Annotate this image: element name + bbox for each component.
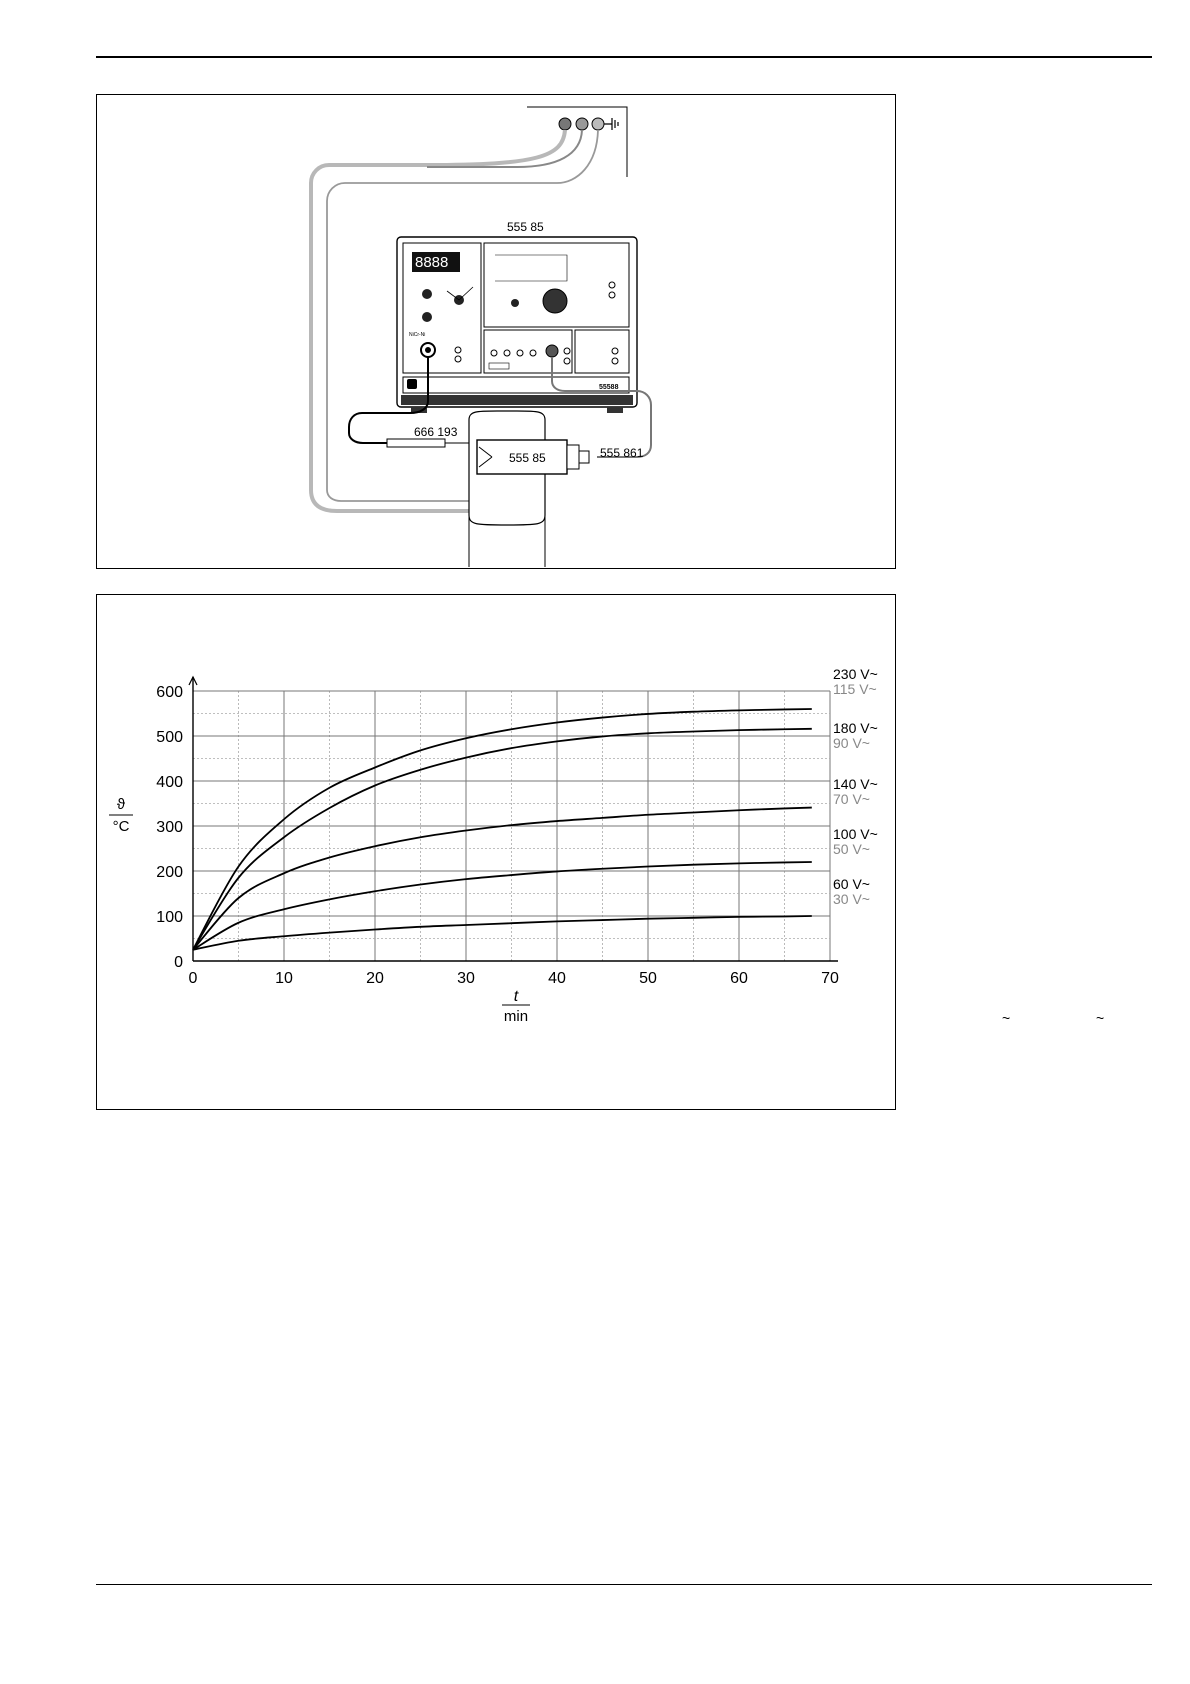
x-axis-label <box>502 988 530 1025</box>
series-label-alt: 115 V~ <box>833 681 877 697</box>
large-knob-icon <box>543 289 567 313</box>
x-tick-label: 20 <box>366 970 384 987</box>
y-tick-label: 500 <box>156 729 183 746</box>
y-axis-label <box>109 796 133 835</box>
x-tick-label: 60 <box>730 970 748 987</box>
footer-rule <box>96 1584 1152 1585</box>
series-label: 230 V~ <box>833 666 878 682</box>
tube-oven <box>469 411 589 567</box>
x-tick-label: 0 <box>188 970 198 987</box>
header-rule <box>96 56 1152 58</box>
setup-figure <box>96 94 896 569</box>
x-label-numerator: t <box>513 988 519 1005</box>
y-tick-label: 400 <box>156 774 183 791</box>
tilde-glyph: ~ <box>1002 1010 1011 1026</box>
series-label-alt: 30 V~ <box>833 891 870 907</box>
y-tick-label: 600 <box>156 684 183 701</box>
x-tick-label: 50 <box>639 970 657 987</box>
socket-pin-icon <box>576 118 588 130</box>
y-tick-label: 100 <box>156 909 183 926</box>
tilde-glyph: ~ <box>1096 1010 1105 1026</box>
x-label-denominator: min <box>503 1008 529 1025</box>
series-line <box>193 808 812 950</box>
y-tick-label: 300 <box>156 819 183 836</box>
series-label-alt: 70 V~ <box>833 791 870 807</box>
chart-figure <box>96 594 896 1110</box>
y-tick-label: 0 <box>174 954 183 971</box>
series-label: 180 V~ <box>833 720 878 736</box>
series-line <box>193 916 812 950</box>
socket-pin-icon <box>559 118 571 130</box>
holder-label: 555 861 <box>600 446 644 460</box>
socket-pin-icon <box>592 118 604 130</box>
y-label-numerator: ϑ <box>116 796 126 813</box>
series-line <box>193 709 812 950</box>
series-label-alt: 50 V~ <box>833 841 870 857</box>
tube-label: 555 85 <box>509 451 546 465</box>
series-label-alt: 90 V~ <box>833 735 870 751</box>
ground-icon <box>604 118 618 130</box>
device-label: 555 85 <box>507 220 544 234</box>
knob-icon <box>422 312 432 322</box>
setup-drawing <box>97 95 895 568</box>
socket-outline <box>527 107 627 177</box>
svg-text:8888: 8888 <box>415 254 449 271</box>
series-label: 140 V~ <box>833 776 878 792</box>
x-tick-label: 30 <box>457 970 475 987</box>
series-label: 60 V~ <box>833 876 870 892</box>
y-label-denominator: °C <box>112 818 130 835</box>
knob-icon <box>422 289 432 299</box>
y-tick-label: 200 <box>156 864 183 881</box>
x-tick-label: 40 <box>548 970 566 987</box>
instrument <box>397 237 637 413</box>
series-label: 100 V~ <box>833 826 878 842</box>
x-tick-label: 70 <box>821 970 839 987</box>
brand-logo <box>407 379 417 389</box>
x-tick-label: 10 <box>275 970 293 987</box>
model-label: 55588 <box>599 384 619 391</box>
svg-text:NiCr-Ni: NiCr-Ni <box>409 332 426 338</box>
temperature-chart <box>97 595 895 1109</box>
cable-label: 666 193 <box>414 425 458 439</box>
thermocouple-probe <box>387 439 445 447</box>
